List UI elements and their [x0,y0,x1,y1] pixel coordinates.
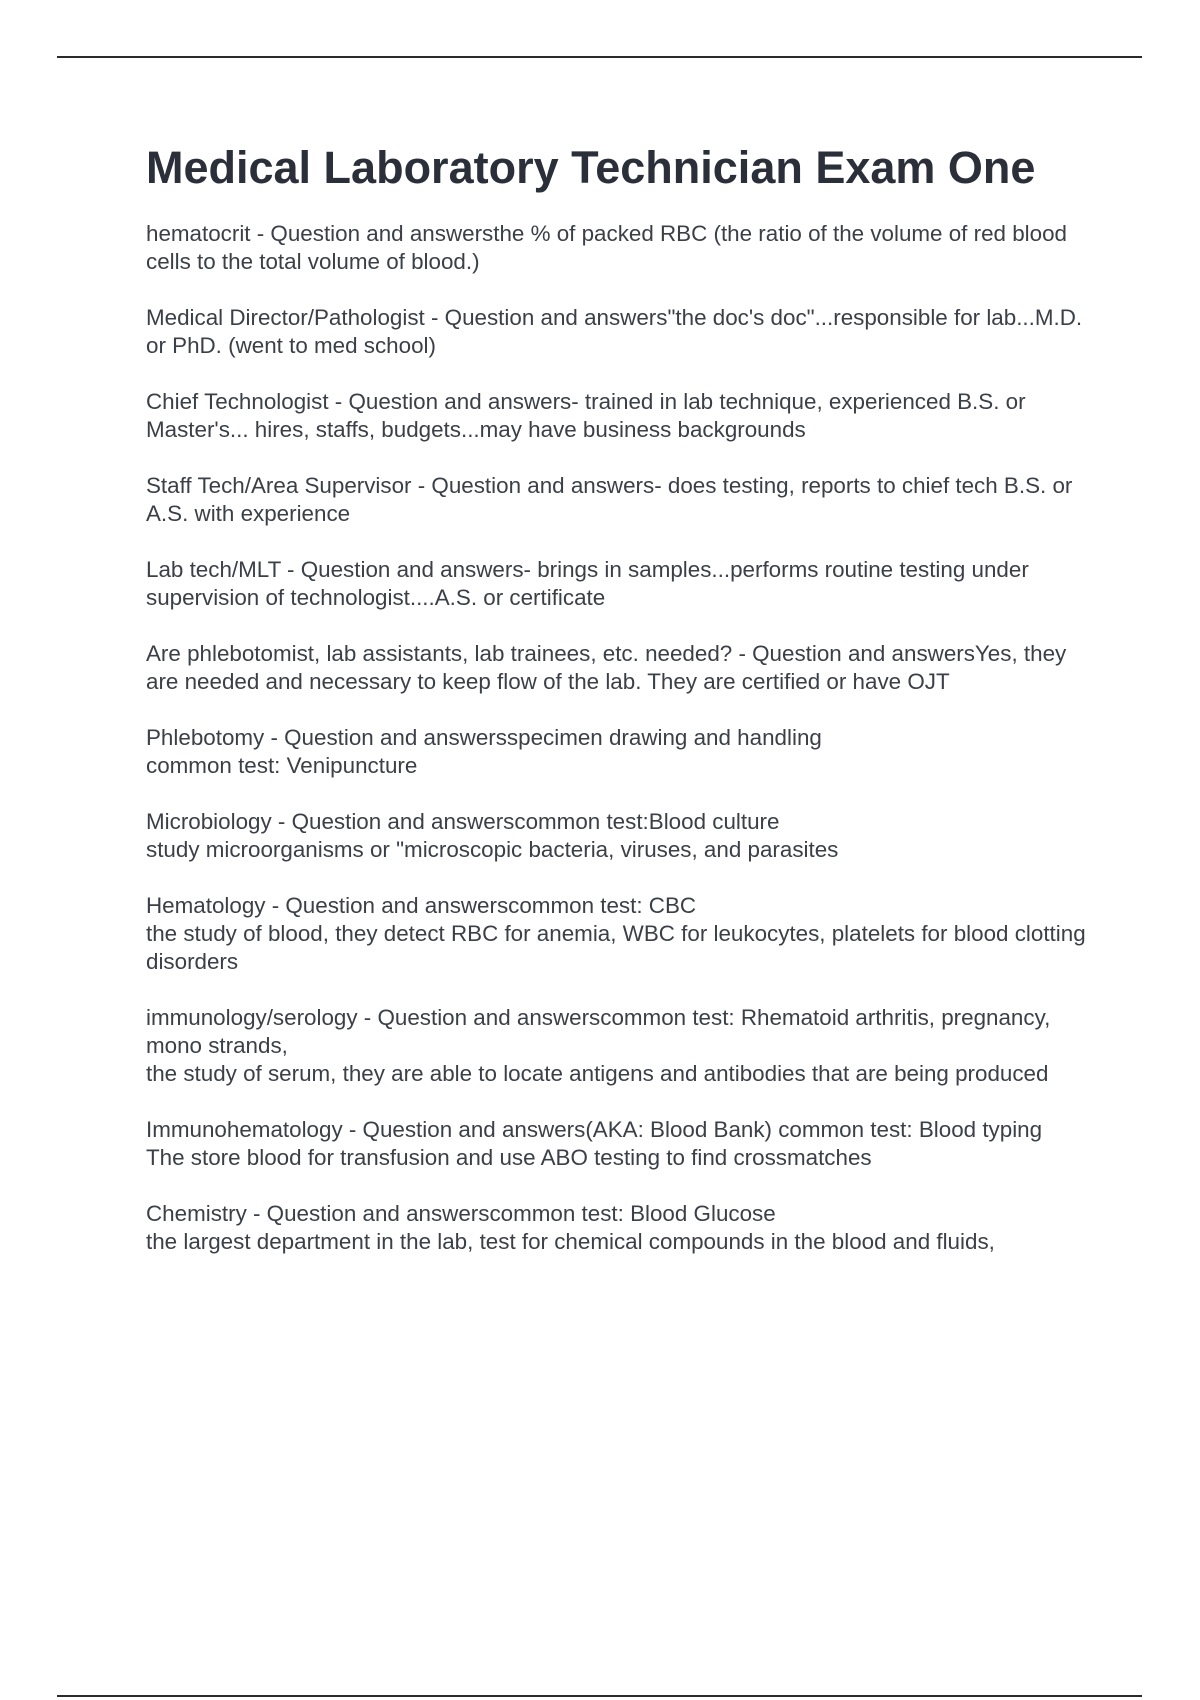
qa-entry-chemistry: Chemistry - Question and answerscommon test: Blood Glucose the largest department in the lab, test for chemical compounds in the blood and fluids, [146,1201,995,1254]
qa-entry-microbiology: Microbiology - Question and answerscommon test:Blood culture study microorganisms or "microscopic bacteria, viruses, and parasites [146,809,839,862]
qa-entry-staff-tech: Staff Tech/Area Supervisor - Question and answers- does testing, reports to chief tech B.S. or A.S. with experience [146,473,1073,526]
qa-entry-phlebotomist: Are phlebotomist, lab assistants, lab trainees, etc. needed? - Question and answersYes, they are needed and necessary to keep flow of the lab. They are certified or have OJT [146,641,1067,694]
qa-entry-hematocrit: hematocrit - Question and answersthe % of packed RBC (the ratio of the volume of red blood cells to the total volume of blood.) [146,221,1067,274]
qa-entry-immunohematology: Immunohematology - Question and answers(AKA: Blood Bank) common test: Blood typing The store blood for transfusion and use ABO testing to find crossmatches [146,1117,1043,1170]
qa-entry-immunology: immunology/serology - Question and answerscommon test: Rhematoid arthritis, pregnancy, mono strands, the study of serum, they are able to locate antigens and antibodies that are being produced [146,1005,1051,1086]
qa-entry-phlebotomy: Phlebotomy - Question and answersspecimen drawing and handling common test: Venipuncture [146,725,822,778]
qa-entry-hematology: Hematology - Question and answerscommon test: CBC the study of blood, they detect RBC for anemia, WBC for leukocytes, platelets for blood clotting disorders [146,893,1086,974]
qa-entry-chief-technologist: Chief Technologist - Question and answers- trained in lab technique, experienced B.S. or Master's... hires, staffs, budgets...may have business backgrounds [146,389,1026,442]
qa-entry-medical-director: Medical Director/Pathologist - Question and answers"the doc's doc"...responsible for lab...M.D. or PhD. (went to med school) [146,305,1083,358]
document-body [146,140,1086,1284]
qa-entry-lab-tech: Lab tech/MLT - Question and answers- brings in samples...performs routine testing under supervision of technologist....A.S. or certificate [146,557,1029,610]
qa-list [146,220,1086,1256]
bottom-rule [57,1695,1142,1697]
document-title: Medical Laboratory Technician Exam One [146,142,1036,193]
top-rule [57,56,1142,58]
